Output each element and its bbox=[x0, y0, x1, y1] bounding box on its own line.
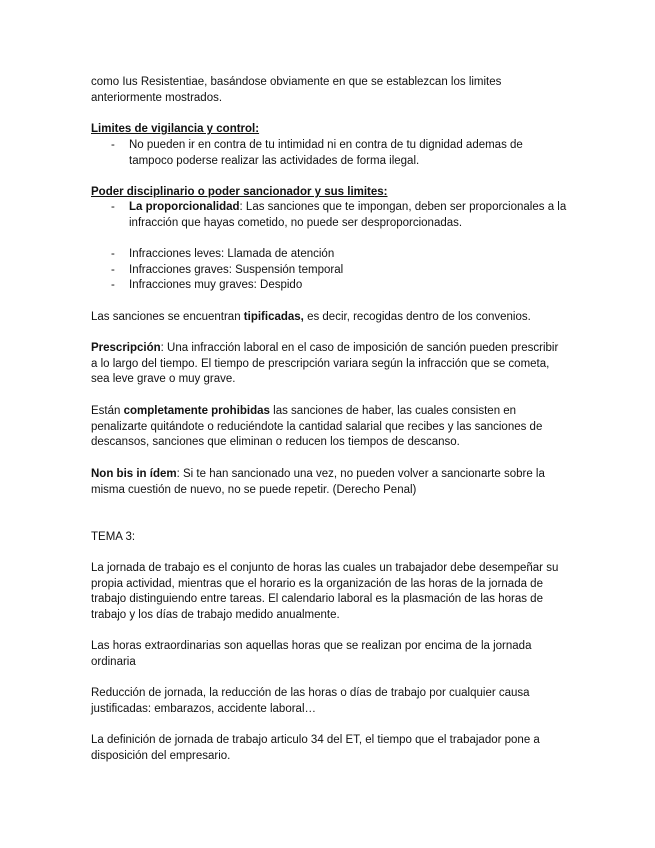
paragraph-ius-resistentiae: como Ius Resistentiae, basándose obviamente en que se establezcan los limites anteriormente mostrados. bbox=[91, 76, 502, 104]
term-proporcionalidad: La proporcionalidad bbox=[129, 201, 240, 213]
dash-bullet: - bbox=[111, 279, 115, 292]
list-item-text: : Las sanciones que te impongan, deben ser proporcionales a la infracción que hayas cometido, no puede ser desproporcionadas. bbox=[129, 201, 567, 229]
list-item-text: Infracciones leves: Llamada de atención bbox=[129, 248, 335, 260]
list-item-muy-graves bbox=[91, 278, 567, 294]
list-proporcionalidad bbox=[91, 200, 567, 231]
text-segment: las sanciones de haber, las cuales consisten en penalizarte quitándote o reduciéndote la cantidad salarial que recibes y las sanciones de descansos, sanciones que eliminan o reducen los tiempos de descanso. bbox=[91, 405, 543, 449]
list-infracciones bbox=[91, 247, 567, 294]
heading-limites-vigilancia: Limites de vigilancia y control: bbox=[91, 123, 260, 135]
list-item-text: Infracciones graves: Suspensión temporal bbox=[129, 263, 344, 276]
term-non-bis-in-idem: Non bis in ídem bbox=[91, 468, 177, 480]
list-item bbox=[91, 200, 567, 231]
paragraph-tipificadas bbox=[91, 310, 567, 326]
paragraph-non-bis-in-idem bbox=[91, 467, 567, 498]
paragraph-prescripcion bbox=[91, 341, 567, 388]
list-item-graves bbox=[91, 263, 567, 279]
heading-tema-3: TEMA 3: bbox=[91, 531, 136, 543]
dash-bullet: - bbox=[111, 139, 115, 151]
paragraph-horas-extraordinarias: Las horas extraordinarias son aquellas horas que se realizan por encima de la jornada ordinaria bbox=[91, 640, 532, 668]
list-item-text: No pueden ir en contra de tu intimidad ni en contra de tu dignidad ademas de tampoco poderse realizar las actividades de forma ilegal. bbox=[129, 139, 523, 167]
list-item-text: Infracciones muy graves: Despido bbox=[129, 279, 303, 292]
dash-bullet: - bbox=[111, 263, 115, 276]
text-segment: : Una infracción laboral en el caso de imposición de sanción pueden prescribir a lo largo del tiempo. El tiempo de prescripción variara según la infracción que se cometa, sea leve grave o muy grave. bbox=[91, 342, 559, 386]
term-completamente-prohibidas: completamente prohibidas bbox=[123, 405, 270, 417]
paragraph-prohibidas bbox=[91, 404, 567, 451]
text-segment: : Si te han sancionado una vez, no pueden volver a sancionarte sobre la misma cuestión de nuevo, no se puede repetir. (Derecho Penal) bbox=[91, 468, 545, 496]
list-limites bbox=[91, 138, 567, 169]
text-segment: es decir, recogidas dentro de los convenios. bbox=[303, 311, 531, 323]
paragraph-reduccion-jornada: Reducción de jornada, la reducción de las horas o días de trabajo por cualquier causa justificadas: embarazos, accidente laboral… bbox=[91, 687, 530, 715]
text-segment: Las sanciones se encuentran bbox=[91, 311, 244, 323]
dash-bullet: - bbox=[111, 201, 115, 213]
list-item-leves bbox=[91, 247, 567, 263]
paragraph-jornada: La jornada de trabajo es el conjunto de horas las cuales un trabajador debe desempeñar su propia actividad, mientras que el horario es la organización de las horas de la jornada de trabajo distinguiendo entre tareas. El calendario laboral es la plasmación de las horas de trabajo y los días de trabajo medido anualmente. bbox=[91, 562, 559, 621]
text-segment: Están bbox=[91, 405, 124, 417]
list-item bbox=[91, 138, 567, 169]
term-tipificadas: tipificadas, bbox=[243, 311, 304, 323]
heading-poder-disciplinario: Poder disciplinario o poder sancionador y sus limites: bbox=[91, 186, 388, 198]
paragraph-definicion-jornada: La definición de jornada de trabajo articulo 34 del ET, el tiempo que el trabajador pone a disposición del empresario. bbox=[91, 734, 540, 762]
dash-bullet: - bbox=[111, 248, 115, 260]
term-prescripcion: Prescripción bbox=[91, 342, 161, 354]
